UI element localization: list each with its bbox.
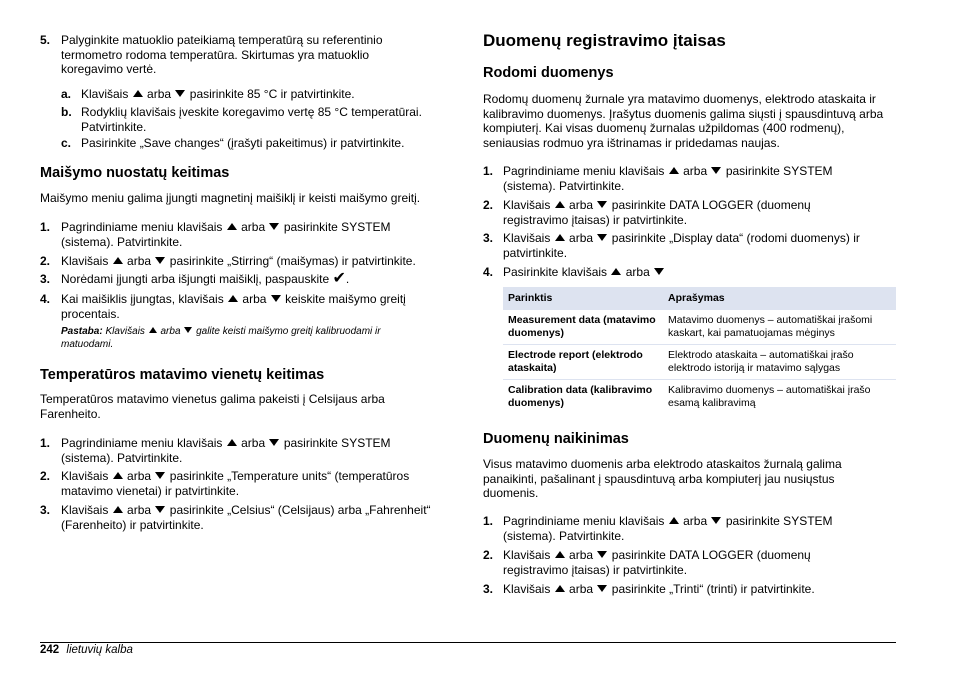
step-text: Klavišais arba pasirinkite „Temperature units“ (temperatūros matavimo vienetai) ir patvirtinkite. xyxy=(61,469,410,498)
section-heading: Duomenų naikinimas xyxy=(483,431,629,447)
down-arrow-icon xyxy=(597,585,607,592)
substep-letter: c. xyxy=(61,136,72,150)
step-text: Pagrindiniame meniu klavišais arba pasirinkite SYSTEM (sistema). Patvirtinkite. xyxy=(503,164,833,193)
table-row xyxy=(503,345,896,380)
table-header: Aprašymas xyxy=(663,287,896,310)
step-text: Kai maišiklis įjungtas, klavišais arba keiskite maišymo greitį procentais. xyxy=(61,292,406,321)
down-arrow-icon xyxy=(597,234,607,241)
section-heading: Rodomi duomenys xyxy=(483,65,614,81)
step-text: Klavišais arba pasirinkite „Celsius“ (Celsijaus) arba „Fahrenheit“ (Farenheito) ir patvirtinkite. xyxy=(61,503,431,532)
table-cell-description: Kalibravimo duomenys – automatiškai įrašo esamą kalibravimą xyxy=(663,380,896,415)
step-text: Klavišais arba pasirinkite „Stirring“ (maišymas) ir patvirtinkite. xyxy=(61,254,416,268)
table-cell-option: Electrode report (elektrodo ataskaita) xyxy=(503,345,663,380)
step-number: 3. xyxy=(40,503,51,517)
note: Pastaba: Klavišais arba galite keisti maišymo greitį kalibruodami ir matuodami. xyxy=(61,326,381,350)
up-arrow-icon xyxy=(228,295,238,302)
step-number: 3. xyxy=(483,582,494,596)
page-number: 242 xyxy=(40,644,60,656)
table-cell-option: Measurement data (matavimo duomenys) xyxy=(508,314,656,339)
step-number: 5. xyxy=(40,33,51,47)
footer-language: lietuvių kalba xyxy=(66,644,133,656)
up-arrow-icon xyxy=(149,327,157,333)
step-text: Klavišais arba pasirinkite „Display data“ (rodomi duomenys) ir patvirtinkite. xyxy=(503,231,860,260)
down-arrow-icon xyxy=(271,295,281,302)
up-arrow-icon xyxy=(133,90,143,97)
up-arrow-icon xyxy=(555,201,565,208)
footer-divider xyxy=(40,642,896,643)
down-arrow-icon xyxy=(175,90,185,97)
down-arrow-icon xyxy=(184,327,192,333)
down-arrow-icon xyxy=(269,223,279,230)
page-title: Duomenų registravimo įtaisas xyxy=(483,31,726,50)
step-number: 4. xyxy=(40,292,51,306)
up-arrow-icon xyxy=(555,585,565,592)
up-arrow-icon xyxy=(227,439,237,446)
down-arrow-icon xyxy=(155,257,165,264)
down-arrow-icon xyxy=(155,472,165,479)
step-number: 3. xyxy=(40,272,51,286)
section-intro: Maišymo meniu galima įjungti magnetinį maišiklį ir keisti maišymo greitį. xyxy=(40,191,421,205)
table-cell-description: Matavimo duomenys – automatiškai įrašomi kaskart, kai pamatuojamas mėginys xyxy=(668,314,873,339)
section-intro: Rodomų duomenų žurnale yra matavimo duomenys, elektrodo ataskaita ir kalibravimo duomenys. Įrašytus duomenis galima siųsti į spausdintuvą arba kompiuterį. Kai visas duomenų žurnalas užpildomas (400 rodmenų), seniausias rodmuo yra ištrinamas ir pridedamas naujas. xyxy=(483,92,884,150)
up-arrow-icon xyxy=(555,234,565,241)
step-text: Palyginkite matuoklio pateikiamą temperatūrą su referentinio termometro rodoma temperatūra. Skirtumas yra matuoklio koregavimo vertė. xyxy=(61,33,383,76)
table-header: Parinktis xyxy=(503,287,663,310)
up-arrow-icon xyxy=(669,167,679,174)
step-text: Norėdami įjungti arba išjungti maišiklį, paspauskite ✔. xyxy=(61,270,350,287)
step-number: 1. xyxy=(483,164,494,178)
section-heading: Maišymo nuostatų keitimas xyxy=(40,165,230,181)
section-intro: Temperatūros matavimo vienetus galima pakeisti į Celsijaus arba Farenheito. xyxy=(40,392,385,421)
footer xyxy=(40,643,133,657)
up-arrow-icon xyxy=(227,223,237,230)
down-arrow-icon xyxy=(597,201,607,208)
step-number: 1. xyxy=(40,220,51,234)
up-arrow-icon xyxy=(611,268,621,275)
down-arrow-icon xyxy=(654,268,664,275)
step-number: 2. xyxy=(483,198,494,212)
step-text: Pagrindiniame meniu klavišais arba pasirinkite SYSTEM (sistema). Patvirtinkite. xyxy=(503,514,833,543)
table-row xyxy=(503,380,896,415)
up-arrow-icon xyxy=(555,551,565,558)
substep-letter: a. xyxy=(61,87,72,101)
section-intro: Visus matavimo duomenis arba elektrodo ataskaitos žurnalą galima panaikinti, pašalinant į spausdintuvą arba kompiuterį jau nusiųstus duomenis. xyxy=(483,457,842,500)
step-text: Pagrindiniame meniu klavišais arba pasirinkite SYSTEM (sistema). Patvirtinkite. xyxy=(61,436,391,465)
down-arrow-icon xyxy=(711,167,721,174)
down-arrow-icon xyxy=(155,506,165,513)
up-arrow-icon xyxy=(113,472,123,479)
down-arrow-icon xyxy=(597,551,607,558)
table-cell-description: Elektrodo ataskaita – automatiškai įrašo elektrodo istoriją ir matavimo sąlygas xyxy=(663,345,896,380)
step-number: 4. xyxy=(483,265,494,279)
down-arrow-icon xyxy=(711,517,721,524)
substep-text: Pasirinkite „Save changes“ (įrašyti pakeitimus) ir patvirtinkite. xyxy=(81,136,405,150)
step-number: 2. xyxy=(40,254,51,268)
substep-text: Klavišais arba pasirinkite 85 °C ir patvirtinkite. xyxy=(81,87,355,101)
step-text: Pasirinkite klavišais arba xyxy=(503,265,883,280)
step-number: 2. xyxy=(483,548,494,562)
substep-letter: b. xyxy=(61,105,72,119)
up-arrow-icon xyxy=(669,517,679,524)
options-table xyxy=(503,287,896,414)
step-text: Klavišais arba pasirinkite DATA LOGGER (duomenų registravimo įtaisas) ir patvirtinkite. xyxy=(503,548,811,577)
step-number: 3. xyxy=(483,231,494,245)
substep-text: Rodyklių klavišais įveskite koregavimo vertę 85 °C temperatūrai. Patvirtinkite. xyxy=(81,105,422,134)
step-number: 1. xyxy=(483,514,494,528)
step-number: 2. xyxy=(40,469,51,483)
step-text: Pagrindiniame meniu klavišais arba pasirinkite SYSTEM (sistema). Patvirtinkite. xyxy=(61,220,391,249)
down-arrow-icon xyxy=(269,439,279,446)
table-cell-option: Calibration data (kalibravimo duomenys) xyxy=(503,380,663,415)
confirm-check-icon: ✔ xyxy=(332,270,346,287)
up-arrow-icon xyxy=(113,257,123,264)
up-arrow-icon xyxy=(113,506,123,513)
step-text: Klavišais arba pasirinkite DATA LOGGER (duomenų registravimo įtaisas) ir patvirtinkite. xyxy=(503,198,811,227)
step-text: Klavišais arba pasirinkite „Trinti“ (trinti) ir patvirtinkite. xyxy=(503,582,815,596)
table-row xyxy=(503,310,896,345)
step-number: 1. xyxy=(40,436,51,450)
section-heading: Temperatūros matavimo vienetų keitimas xyxy=(40,367,325,383)
